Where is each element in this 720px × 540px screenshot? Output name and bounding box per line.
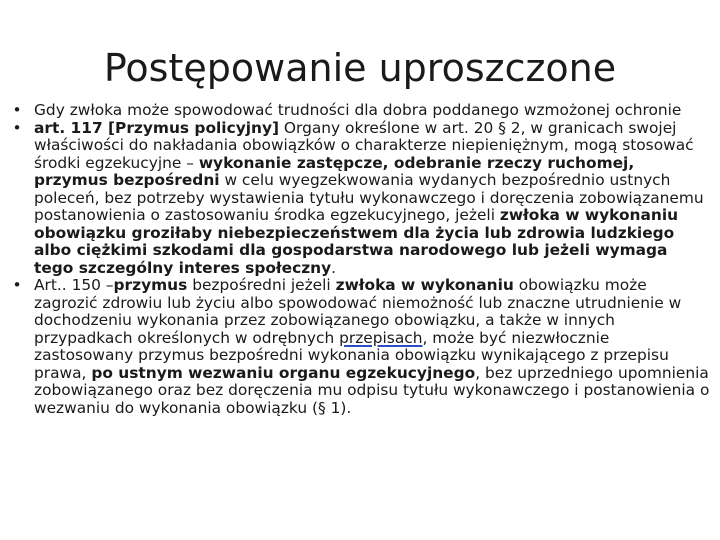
text: Organy określone w art. 20 § 2, w granicach swojej właściwości do nakładania obowiązków o charakterze niepieniężnym, mogą stosować środki egzekucyjne – xyxy=(34,118,694,172)
text: , bez uprzedniego upomnienia zobowiązanego oraz bez doręczenia mu odpisu tytułu wykonawczego i postanowienia o wezwaniu do wykonania obowiązku (§ 1). xyxy=(34,363,710,417)
text: w celu wyegzekwowania wydanych bezpośrednio ustnych poleceń, bez potrzeby wystawienia tytułu wykonawczego i doręczenia zobowiązanemu postanowienia o zastosowaniu środka egzekucyjnego, jeżeli xyxy=(34,171,704,224)
bold-text: po ustnym wezwaniu organu egzekucyjnego xyxy=(91,363,476,382)
bold-text: zwłoka w wykonaniu xyxy=(335,276,514,294)
text: Gdy zwłoka może spowodować trudności dla dobra poddanego wzmożonej ochronie xyxy=(34,101,682,119)
bullet-item xyxy=(10,102,712,120)
bullet-list xyxy=(10,102,712,417)
text: Art.. 150 – xyxy=(34,276,114,294)
przepisach-link[interactable]: przepisach xyxy=(339,328,423,347)
bullet-point-icon: • xyxy=(12,118,22,137)
bold-text: zwłoka w wykonaniu obowiązku groziłaby niebezpieczeństwem dla życia lub zdrowia ludzkiego albo ciężkimi szkodami dla gospodarstwa narodowego lub jeżeli wymaga tego szczególny interes społeczny xyxy=(34,206,679,277)
bold-text: art. 117 [Przymus policyjny] xyxy=(34,118,280,137)
text: . xyxy=(331,258,337,277)
bullet-point-icon: • xyxy=(12,276,22,294)
bold-text: wykonanie zastępcze, odebranie rzeczy ruchomej, przymus bezpośredni xyxy=(34,153,635,189)
bullet-item xyxy=(10,120,712,278)
bold-text: przymus xyxy=(113,276,188,294)
slide-title: Postępowanie uproszczone xyxy=(103,46,617,90)
bullet-point-icon: • xyxy=(12,101,22,119)
text: bezpośredni jeżeli xyxy=(187,276,336,294)
bullet-item xyxy=(10,277,712,417)
text: , może być niezwłocznie zastosowany przymus bezpośredni wykonania obowiązku wynikającego z przepisu prawa, xyxy=(34,328,669,382)
text: obowiązku może zagrozić zdrowiu lub życiu albo spowodować niemożność lub znaczne utrudnienie w dochodzeniu wykonania przez zobowiązanego obowiązku, a także w innych przypadkach określonych w odrębnych xyxy=(34,276,682,347)
